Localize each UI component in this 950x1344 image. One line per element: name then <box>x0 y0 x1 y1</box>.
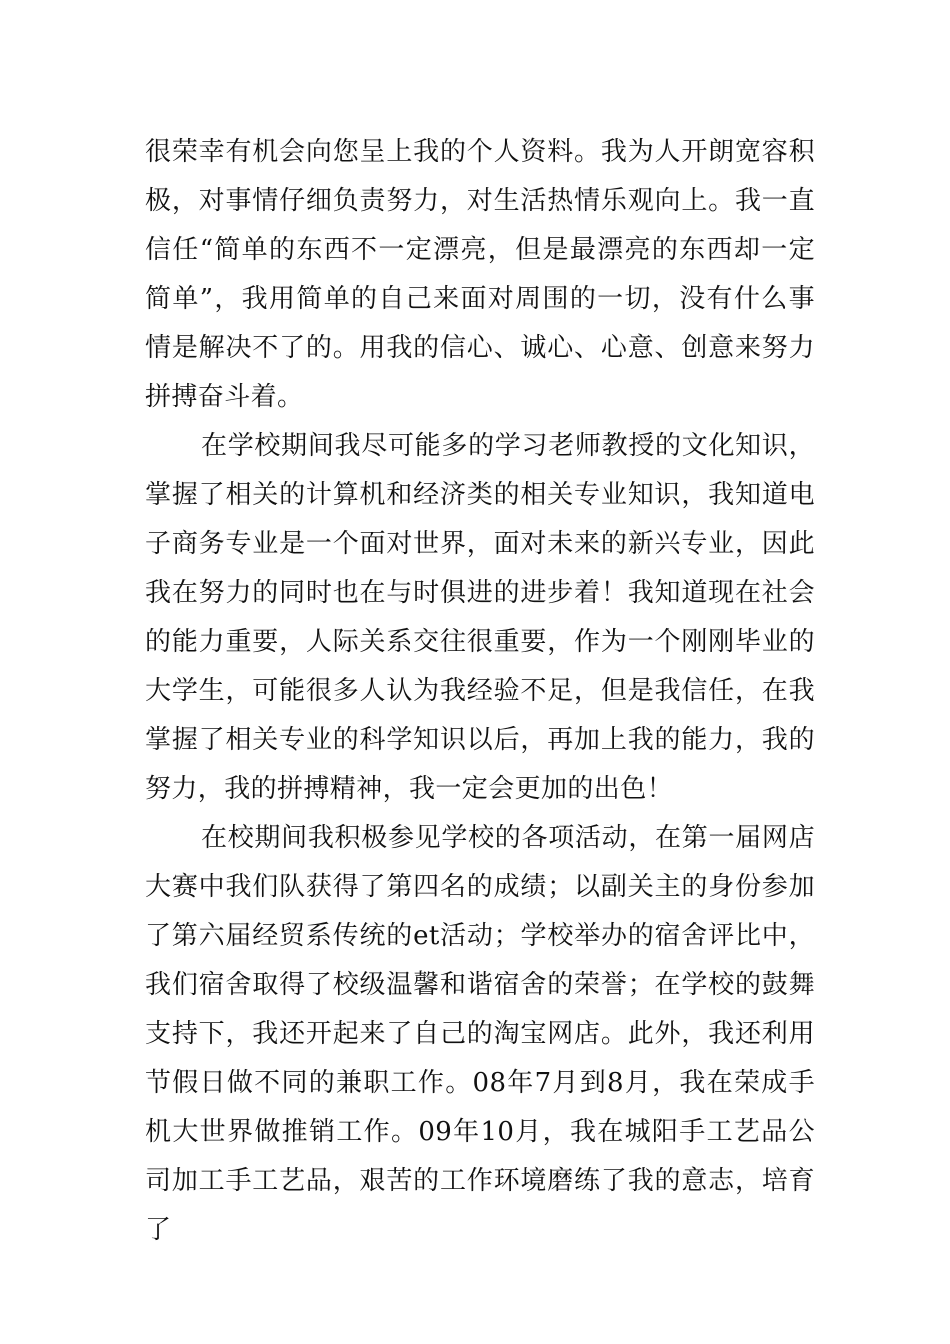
document-body <box>145 128 815 1255</box>
paragraph-activities: 在校期间我积极参见学校的各项活动，在第一届网店大赛中我们队获得了第四名的成绩；以副关主的身份参加了第六届经贸系传统的et活动；学校举办的宿舍评比中，我们宿舍取得了校级温馨和谐宿舍的荣誉；在学校的鼓舞支持下，我还开起来了自己的淘宝网店。此外，我还利用节假日做不同的兼职工作。08年7月到8月，我在荣成手机大世界做推销工作。09年10月，我在城阳手工艺品公司加工手工艺品，艰苦的工作环境磨练了我的意志，培育了 <box>145 823 815 1245</box>
paragraph-study: 在学校期间我尽可能多的学习老师教授的文化知识，掌握了相关的计算机和经济类的相关专业知识，我知道电子商务专业是一个面对世界，面对未来的新兴专业，因此我在努力的同时也在与时俱进的进步着！我知道现在社会的能力重要，人际关系交往很重要，作为一个刚刚毕业的大学生，可能很多人认为我经验不足，但是我信任，在我掌握了相关专业的科学知识以后，再加上我的能力，我的努力，我的拼搏精神，我一定会更加的出色！ <box>145 431 815 804</box>
paragraph-intro: 很荣幸有机会向您呈上我的个人资料。我为人开朗宽容积极，对事情仔细负责努力，对生活热情乐观向上。我一直信任“简单的东西不一定漂亮，但是最漂亮的东西却一定简单”，我用简单的自己来面对周围的一切，没有什么事情是解决不了的。用我的信心、诚心、心意、创意来努力拼搏奋斗着。 <box>145 137 815 412</box>
